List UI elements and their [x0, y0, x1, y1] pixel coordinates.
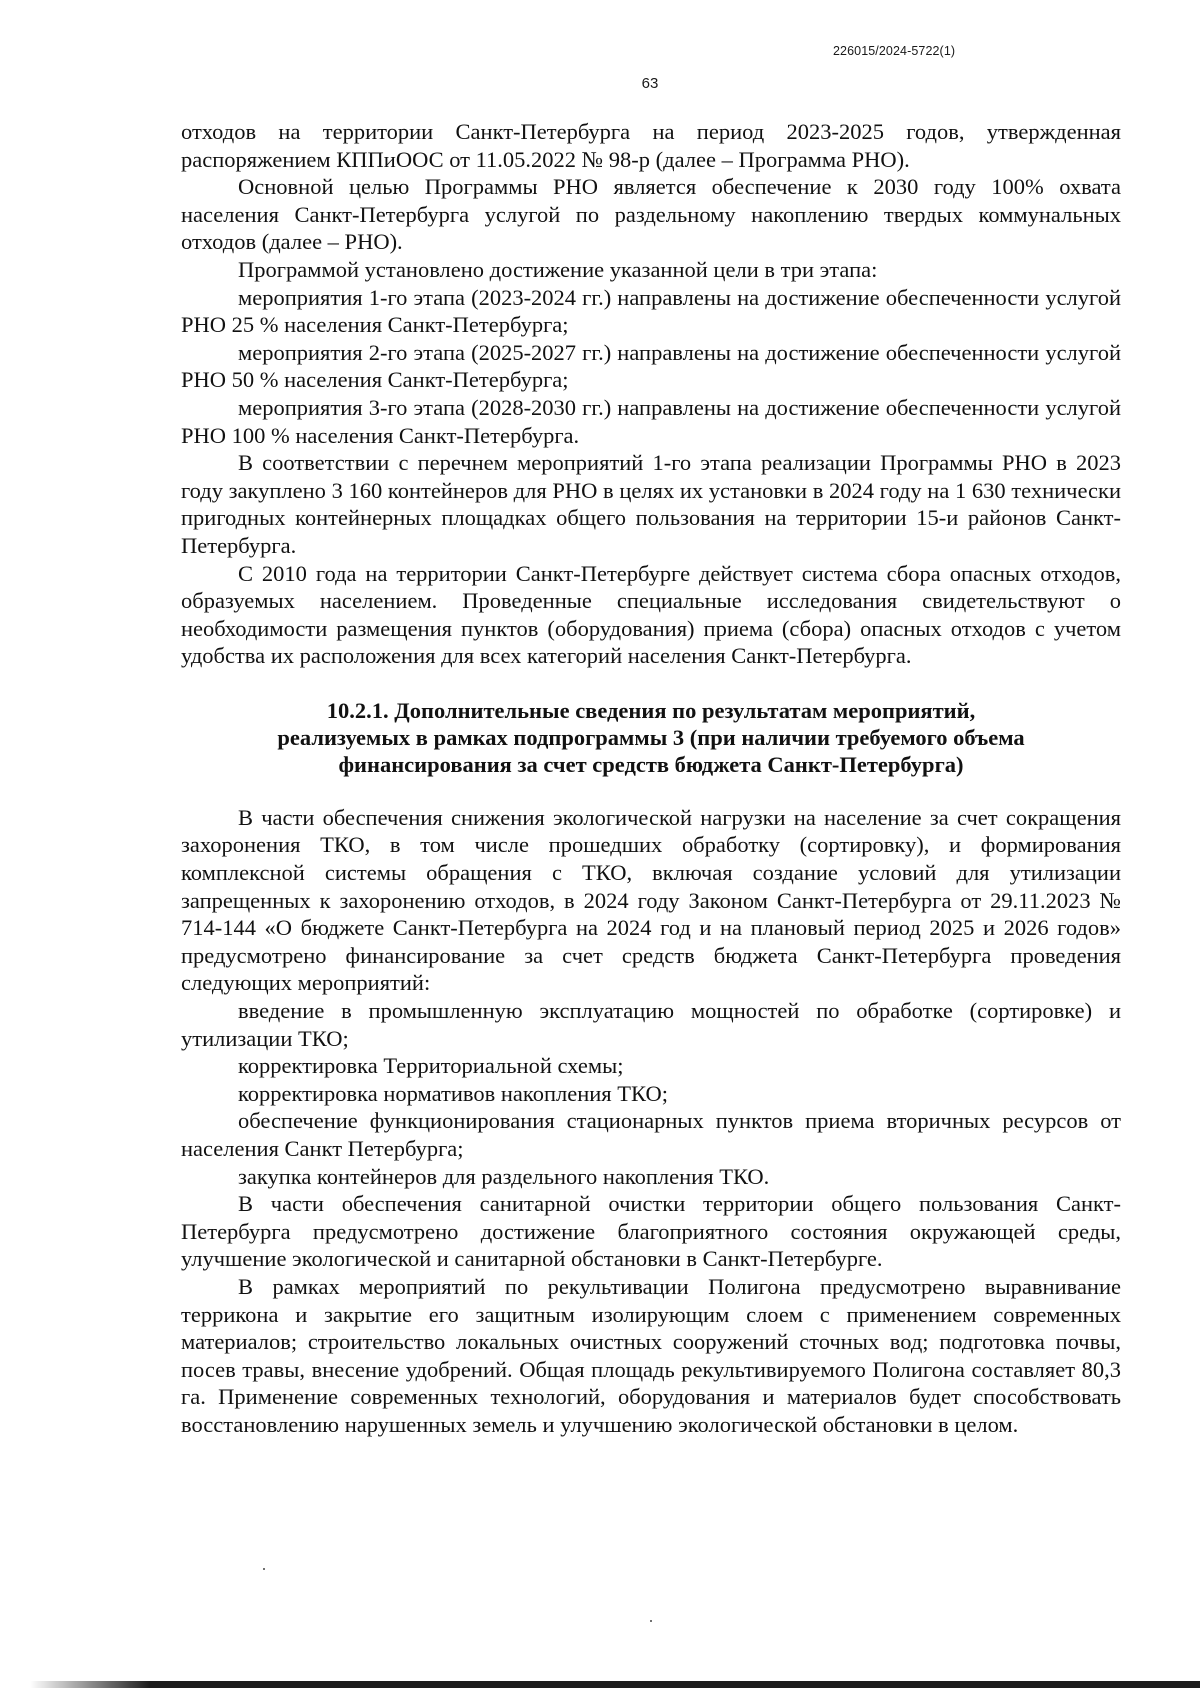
- paragraph-stages-intro: Программой установлено достижение указанной цели в три этапа:: [238, 256, 878, 282]
- page-number: 63: [641, 75, 659, 92]
- paragraph-containers-purchase: В соответствии с перечнем мероприятий 1-го этапа реализации Программы РНО в 2023 году закуплено 3 160 контейнеров для РНО в целях их установки в 2024 году на 1 630 технически пригодных контейнерных площадках общего пользования на территории 15-и районов Санкт-Петербурга.: [181, 450, 1121, 558]
- paragraph-sanitary-cleaning: В части обеспечения санитарной очистки территории общего пользования Санкт-Петербурга предусмотрено достижение благоприятного состояния окружающей среды, улучшение экологической и санитарной обстановки в Санкт-Петербурге.: [181, 1191, 1121, 1272]
- list-item-accumulation-norms: корректировка нормативов накопления ТКО;: [238, 1080, 668, 1106]
- list-item-industrial-operation: введение в промышленную эксплуатацию мощностей по обработке (сортировке) и утилизации ТКО;: [181, 998, 1121, 1051]
- list-item-collection-points: обеспечение функционирования стационарных пунктов приема вторичных ресурсов от населения Санкт Петербурга;: [181, 1108, 1121, 1161]
- paragraph-program-goal: Основной целью Программы РНО является обеспечение к 2030 году 100% охвата населения Санкт-Петербурга услугой по раздельному накоплению твердых коммунальных отходов (далее – РНО).: [181, 174, 1121, 255]
- paragraph-hazardous-waste: С 2010 года на территории Санкт-Петербурге действует система сбора опасных отходов, образуемых населением. Проведенные специальные исследования свидетельствуют о необходимости размещения пунктов (оборудования) приема (сбора) опасных отходов с учетом удобства их расположения для всех категорий населения Санкт-Петербурга.: [181, 560, 1121, 669]
- list-item-container-purchase: закупка контейнеров для раздельного накопления ТКО.: [238, 1163, 770, 1189]
- scan-speck: [650, 1620, 652, 1622]
- scan-edge-fade: [30, 1681, 150, 1688]
- scan-speck: [263, 1568, 265, 1570]
- section-heading-line-1: 10.2.1. Дополнительные сведения по результатам мероприятий,: [326, 697, 976, 723]
- document-registration-code: 226015/2024-5722(1): [833, 44, 956, 58]
- document-body: [181, 118, 1121, 1439]
- list-item-territorial-scheme: корректировка Территориальной схемы;: [238, 1053, 624, 1079]
- scan-edge-line: [30, 1681, 1200, 1688]
- paragraph-landfill-recultivation: В рамках мероприятий по рекультивации Полигона предусмотрено выравнивание терриконa и закрытие его защитным изолирующим слоем с применением современных материалов; строительство локальных очистных сооружений сточных вод; подготовка почвы, посев травы, внесение удобрений. Общая площадь рекультивируемого Полигона составляет 80,3 га. Применение современных технологий, оборудования и материалов будет способствовать восстановлению нарушенных земель и улучшению экологической обстановки в целом.: [181, 1273, 1121, 1437]
- section-heading-line-2: реализуемых в рамках подпрограммы 3 (при наличии требуемого объема: [277, 724, 1025, 750]
- paragraph-stage-1: мероприятия 1-го этапа (2023-2024 гг.) направлены на достижение обеспеченности услугой РНО 25 % населения Санкт-Петербурга;: [181, 284, 1121, 338]
- paragraph-stage-3: мероприятия 3-го этапа (2028-2030 гг.) направлены на достижение обеспеченности услугой РНО 100 % населения Санкт-Петербурга.: [181, 394, 1121, 448]
- section-heading: [181, 697, 1121, 778]
- paragraph-stage-2: мероприятия 2-го этапа (2025-2027 гг.) направлены на достижение обеспеченности услугой РНО 50 % населения Санкт-Петербурга;: [181, 339, 1121, 393]
- section-heading-line-3: финансирования за счет средств бюджета Санкт-Петербурга): [338, 751, 964, 777]
- paragraph-continuation: отходов на территории Санкт-Петербурга на период 2023-2025 годов, утвержденная распоряжением КППиООС от 11.05.2022 № 98-р (далее – Программа РНО).: [181, 119, 1121, 172]
- paragraph-budget-law: В части обеспечения снижения экологической нагрузки на население за счет сокращения захоронения ТКО, в том числе прошедших обработку (сортировку), и формирования комплексной системы обращения с ТКО, включая создание условий для утилизации запрещенных к захоронению отходов, в 2024 году Законом Санкт-Петербурга от 29.11.2023 № 714-144 «О бюджете Санкт-Петербурга на 2024 год и на плановый период 2025 и 2026 годов» предусмотрено финансирование за счет средств бюджета Санкт-Петербурга проведения следующих мероприятий:: [181, 804, 1121, 996]
